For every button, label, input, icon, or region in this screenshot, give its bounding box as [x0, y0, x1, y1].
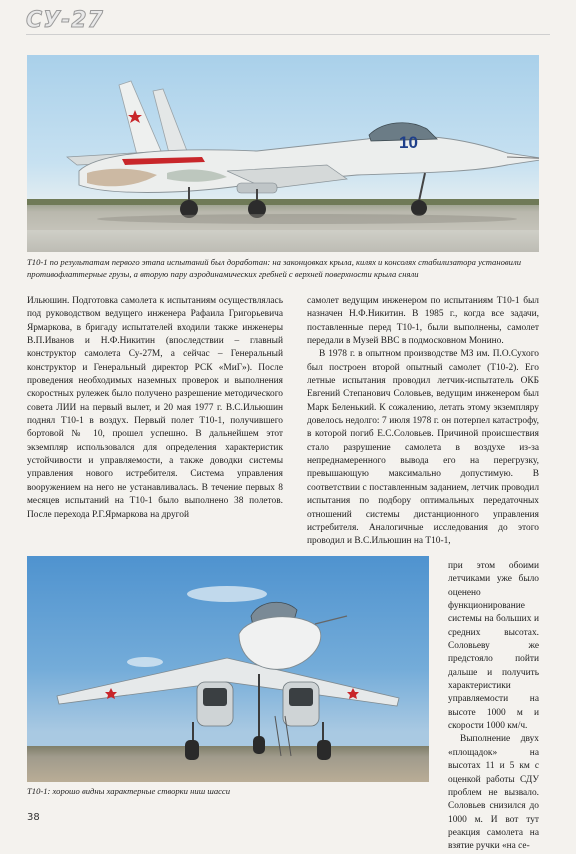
paragraph: В 1978 г. в опытном производстве МЗ им. П.О.Сухого был построен второй опытный самолет (Т10-2). Его летные испытания проводил летчик-испытатель ОКБ Евгений Степанович Соловьев, ведущим инженером был Марк Беленький. К сожалению, летать этому экземпляру довелось недолго: 7 июля 1978 г. он потерпел катастрофу, в которой погиб Е.С.Соловьев. Причиной происшествия стало разрушение самолета в воздухе из-за непреднамеренного вывода его на перегрузку, превышающую максимально допустимую. В соответствии с поставленным заданием, летчик проводил испытания по подбору оптимальных передаточных отношений системы дистанционного управления истребителя. Аналогичные исследования до этого проводил и В.С.Ильюшин на Т10-1, [307, 349, 539, 547]
photo-bottom [27, 556, 429, 782]
header-rule [26, 34, 550, 35]
aircraft-side-view [27, 55, 539, 252]
text-column-right [307, 295, 539, 549]
caption-top: Т10-1 по результатам первого этапа испытаний был доработан: на законцовках крыла, килях и консолях стабилизатора установили противофлаттерные грузы, а вторую пару аэродинамических гребней с верхней поверхности крыла сняли [27, 257, 521, 279]
paragraph: Ильюшин. Подготовка самолета к испытаниям осуществлялась под руководством ведущего инженера Рафаила Григорьевича Ярмаркова, в бригаду испытателей входили также инженеры В.П.Иванов и Н.Ф.Никитин (впоследствии – главный конструктор самолета Су-27М, а сейчас – Генеральный конструктор и Генеральный директор РСК «МиГ»). После проведения необходимых наземных проверок и выполнения скоростных рулежек было получено разрешение методического совета ЛИИ на первый вылет, и 20 мая 1977 г. В.С.Ильюшин поднял Т10-1 в воздух. Первый полет Т10-1, получившего бортовой № 10, прошел успешно. В дальнейшем этот экземпляр использовался для определения характеристик устойчивости и управляемости, а также доводки системы управления нового истребителя. Система управления вооружением на него не устанавливалась. В течение первых 8 месяцев испытаний на Т10-1 было выполнено 38 полетов. После перехода Р.Г.Ярмаркова на другой [27, 296, 283, 520]
paragraph: самолет ведущим инженером по испытаниям Т10-1 был назначен Н.Ф.Никитин. В 1985 г., когда все задачи, поставленные перед Т10-1, были выполнены, самолет передали в Музей ВВС в подмосковном Монино. [307, 296, 539, 347]
caption-bottom: Т10-1: хорошо видны характерные створки ниш шасси [27, 786, 231, 796]
paragraph: при этом обоими летчиками уже было оценено функционирование системы на больших и средних высотах. Соловьеву же предстояло пойти дальше и получить характеристики управляемости на высоте 1000 м и скорости 1000 км/ч. [448, 561, 539, 732]
page-number: 38 [27, 812, 40, 823]
text-column-left [27, 295, 283, 522]
photo-top [27, 55, 539, 252]
paragraph: Выполнение двух «площадок» на высотах 11 и 5 км с оценкой работы СДУ проблем не вызвало. Соловьев снизился до 1000 м. И вот тут реакция самолета на взятие ручки «на се- [448, 734, 539, 852]
header-logo: СУ-27 [26, 8, 104, 33]
text-column-narrow [448, 560, 539, 854]
aircraft-front-view [27, 556, 429, 782]
tail-number: 10 [399, 133, 418, 152]
